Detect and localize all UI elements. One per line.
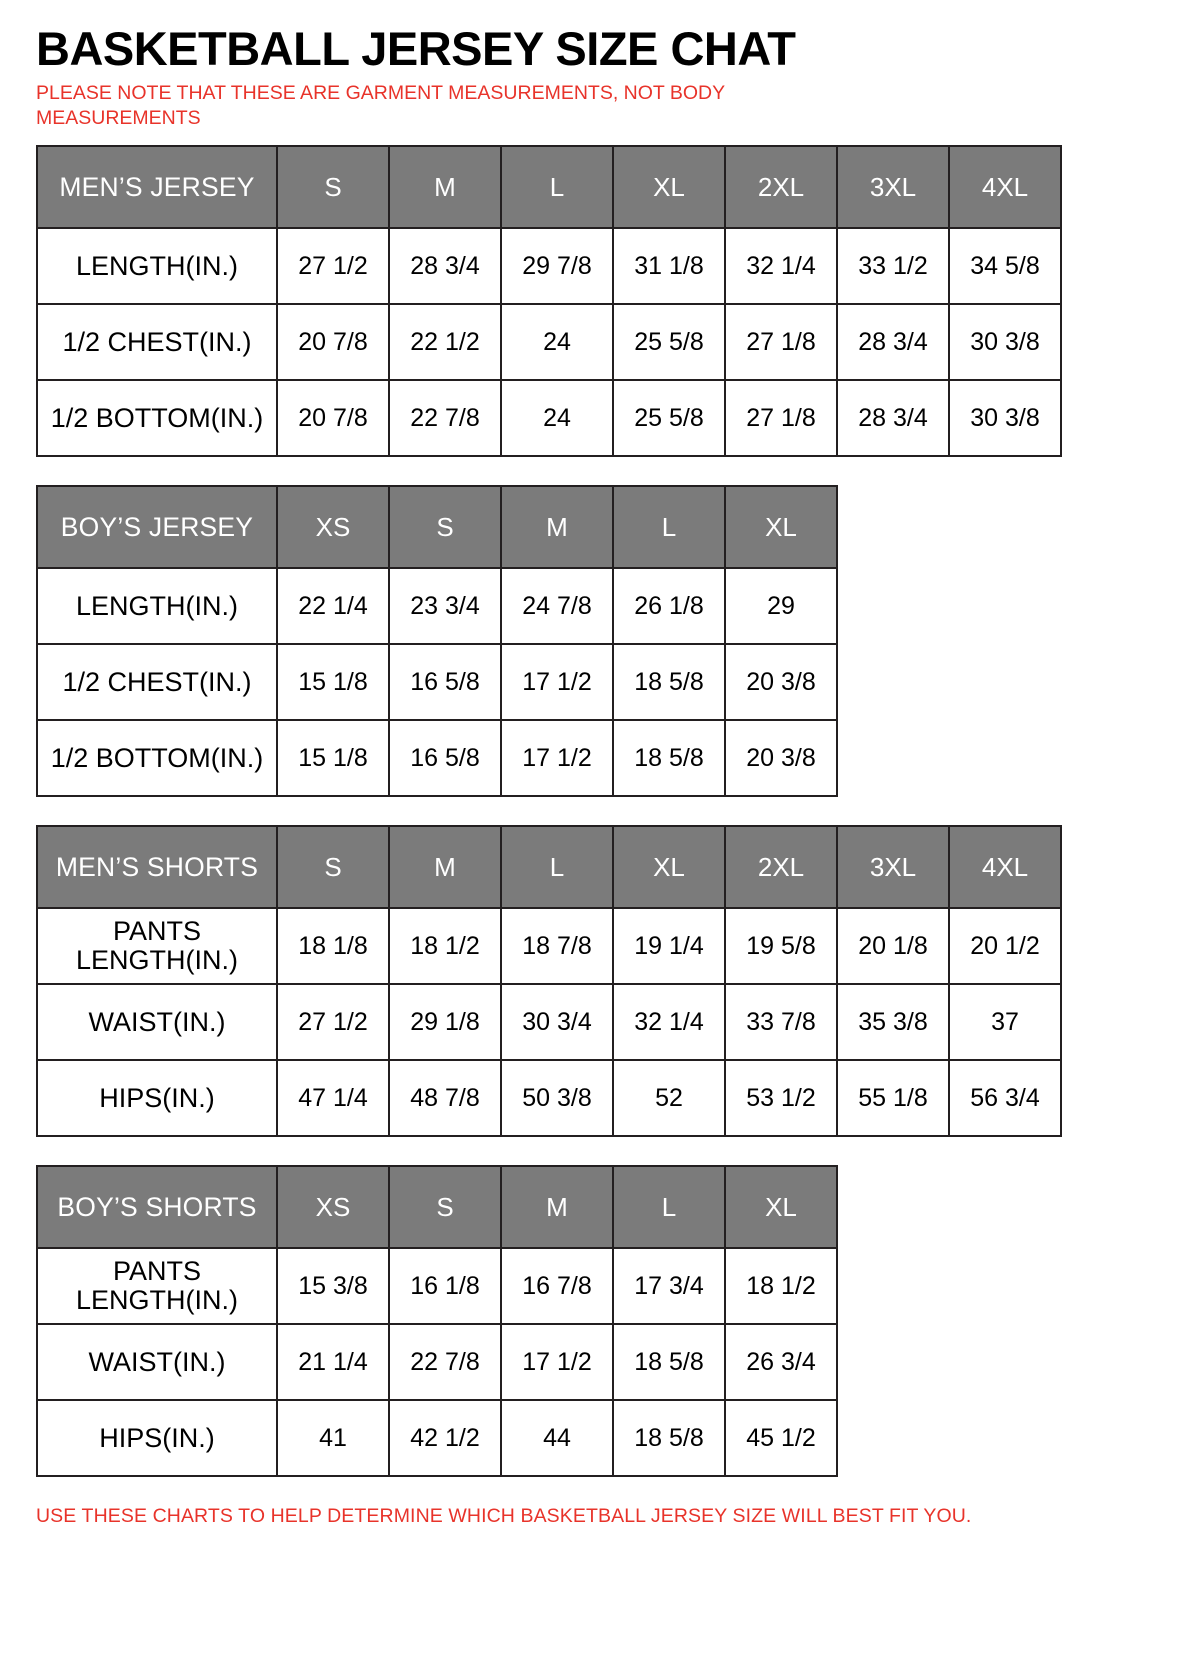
measurement-cell: 16 5/8 [389,720,501,796]
measurement-cell: 27 1/2 [277,984,389,1060]
measurement-cell: 19 1/4 [613,908,725,984]
measurement-cell: 37 [949,984,1061,1060]
measurement-cell: 53 1/2 [725,1060,837,1136]
size-header: L [501,826,613,908]
table-header-row [37,486,837,568]
size-header: XL [613,826,725,908]
row-label-line2: LENGTH(IN.) [76,1285,238,1316]
measurement-cell: 18 5/8 [613,644,725,720]
measurement-cell: 22 7/8 [389,1324,501,1400]
table-row [37,1324,837,1400]
measurement-cell: 17 1/2 [501,720,613,796]
row-label: 1/2 CHEST(IN.) [37,644,277,720]
row-label: LENGTH(IN.) [37,228,277,304]
measurement-cell: 30 3/8 [949,304,1061,380]
table-row [37,1060,1061,1136]
size-header: 2XL [725,146,837,228]
measurement-cell: 24 [501,304,613,380]
size-header: XS [277,486,389,568]
measurement-cell: 56 3/4 [949,1060,1061,1136]
row-label-line1: PANTS [112,916,201,947]
measurement-cell: 15 1/8 [277,644,389,720]
measurement-cell: 47 1/4 [277,1060,389,1136]
size-header: 2XL [725,826,837,908]
table-row [37,1248,837,1324]
table-header-row [37,826,1061,908]
measurement-cell: 22 1/2 [389,304,501,380]
measurement-cell: 15 1/8 [277,720,389,796]
table-row [37,644,837,720]
measurement-cell: 18 5/8 [613,1400,725,1476]
measurement-cell: 28 3/4 [837,304,949,380]
measurement-cell: 26 3/4 [725,1324,837,1400]
size-header: 3XL [837,146,949,228]
size-header: M [389,826,501,908]
row-label-line2: LENGTH(IN.) [76,945,238,976]
size-header: L [501,146,613,228]
row-label: LENGTH(IN.) [37,568,277,644]
size-header: XL [613,146,725,228]
row-label: WAIST(IN.) [37,1324,277,1400]
measurement-cell: 18 5/8 [613,1324,725,1400]
measurement-cell: 18 1/2 [389,908,501,984]
measurement-cell: 27 1/8 [725,304,837,380]
table-header-row [37,146,1061,228]
measurement-cell: 15 3/8 [277,1248,389,1324]
measurement-cell: 16 7/8 [501,1248,613,1324]
page-title: BASKETBALL JERSEY SIZE CHAT [36,22,796,75]
table-row [37,1400,837,1476]
measurement-cell: 20 3/8 [725,644,837,720]
row-label [37,1248,277,1324]
size-header: M [501,486,613,568]
measurement-cell: 50 3/8 [501,1060,613,1136]
size-header: L [613,1166,725,1248]
measurement-cell: 29 1/8 [389,984,501,1060]
table-header-row [37,1166,837,1248]
category-header: BOY’S JERSEY [37,486,277,568]
table-row [37,984,1061,1060]
table-mens-shorts [36,825,1062,1137]
size-header: S [389,486,501,568]
measurement-cell: 55 1/8 [837,1060,949,1136]
size-header: M [389,146,501,228]
measurement-cell: 26 1/8 [613,568,725,644]
measurement-cell: 22 1/4 [277,568,389,644]
row-label: WAIST(IN.) [37,984,277,1060]
measurement-cell: 16 5/8 [389,644,501,720]
measurement-cell: 52 [613,1060,725,1136]
measurement-cell: 32 1/4 [725,228,837,304]
measurement-cell: 33 7/8 [725,984,837,1060]
measurement-cell: 18 1/8 [277,908,389,984]
size-header: S [389,1166,501,1248]
row-label: HIPS(IN.) [37,1400,277,1476]
measurement-cell: 27 1/8 [725,380,837,456]
measurement-cell: 29 7/8 [501,228,613,304]
measurement-cell: 34 5/8 [949,228,1061,304]
measurement-cell: 18 7/8 [501,908,613,984]
table-row [37,908,1061,984]
row-label: HIPS(IN.) [37,1060,277,1136]
measurement-cell: 17 3/4 [613,1248,725,1324]
row-label: 1/2 BOTTOM(IN.) [37,380,277,456]
table-boys-jersey [36,485,838,797]
footer-note: USE THESE CHARTS TO HELP DETERMINE WHICH BASKETBALL JERSEY SIZE WILL BEST FIT YOU. [36,1505,972,1528]
table-row [37,304,1061,380]
table-boys-shorts [36,1165,838,1477]
measurement-cell: 45 1/2 [725,1400,837,1476]
measurement-cell: 19 5/8 [725,908,837,984]
measurement-cell: 16 1/8 [389,1248,501,1324]
measurement-cell: 27 1/2 [277,228,389,304]
row-label: 1/2 BOTTOM(IN.) [37,720,277,796]
size-header: L [613,486,725,568]
size-header: S [277,826,389,908]
measurement-cell: 20 3/8 [725,720,837,796]
measurement-cell: 48 7/8 [389,1060,501,1136]
size-header: 4XL [949,146,1061,228]
category-header: MEN’S JERSEY [37,146,277,228]
measurement-cell: 33 1/2 [837,228,949,304]
measurement-cell: 42 1/2 [389,1400,501,1476]
category-header: MEN’S SHORTS [37,826,277,908]
measurement-cell: 18 5/8 [613,720,725,796]
measurement-cell: 17 1/2 [501,644,613,720]
size-header: M [501,1166,613,1248]
size-header: 4XL [949,826,1061,908]
row-label [37,908,277,984]
table-row [37,720,837,796]
category-header: BOY’S SHORTS [37,1166,277,1248]
table-row [37,380,1061,456]
measurement-cell: 20 7/8 [277,380,389,456]
measurement-cell: 30 3/4 [501,984,613,1060]
measurement-cell: 20 1/8 [837,908,949,984]
measurement-cell: 21 1/4 [277,1324,389,1400]
measurement-cell: 41 [277,1400,389,1476]
size-header: XL [725,486,837,568]
size-header: S [277,146,389,228]
table-mens-jersey [36,145,1062,457]
measurement-cell: 20 1/2 [949,908,1061,984]
measurement-note: PLEASE NOTE THAT THESE ARE GARMENT MEASUREMENTS, NOT BODY MEASUREMENTS [36,82,725,130]
measurement-cell: 22 7/8 [389,380,501,456]
measurement-cell: 35 3/8 [837,984,949,1060]
measurement-cell: 31 1/8 [613,228,725,304]
measurement-cell: 25 5/8 [613,304,725,380]
measurement-cell: 30 3/8 [949,380,1061,456]
size-header: 3XL [837,826,949,908]
measurement-cell: 24 [501,380,613,456]
measurement-cell: 17 1/2 [501,1324,613,1400]
measurement-cell: 25 5/8 [613,380,725,456]
measurement-cell: 29 [725,568,837,644]
measurement-cell: 24 7/8 [501,568,613,644]
row-label-line1: PANTS [112,1256,201,1287]
table-row [37,568,837,644]
size-header: XL [725,1166,837,1248]
size-header: XS [277,1166,389,1248]
measurement-cell: 20 7/8 [277,304,389,380]
measurement-cell: 28 3/4 [837,380,949,456]
measurement-cell: 44 [501,1400,613,1476]
table-row [37,228,1061,304]
measurement-cell: 32 1/4 [613,984,725,1060]
measurement-cell: 18 1/2 [725,1248,837,1324]
measurement-cell: 28 3/4 [389,228,501,304]
measurement-cell: 23 3/4 [389,568,501,644]
row-label: 1/2 CHEST(IN.) [37,304,277,380]
